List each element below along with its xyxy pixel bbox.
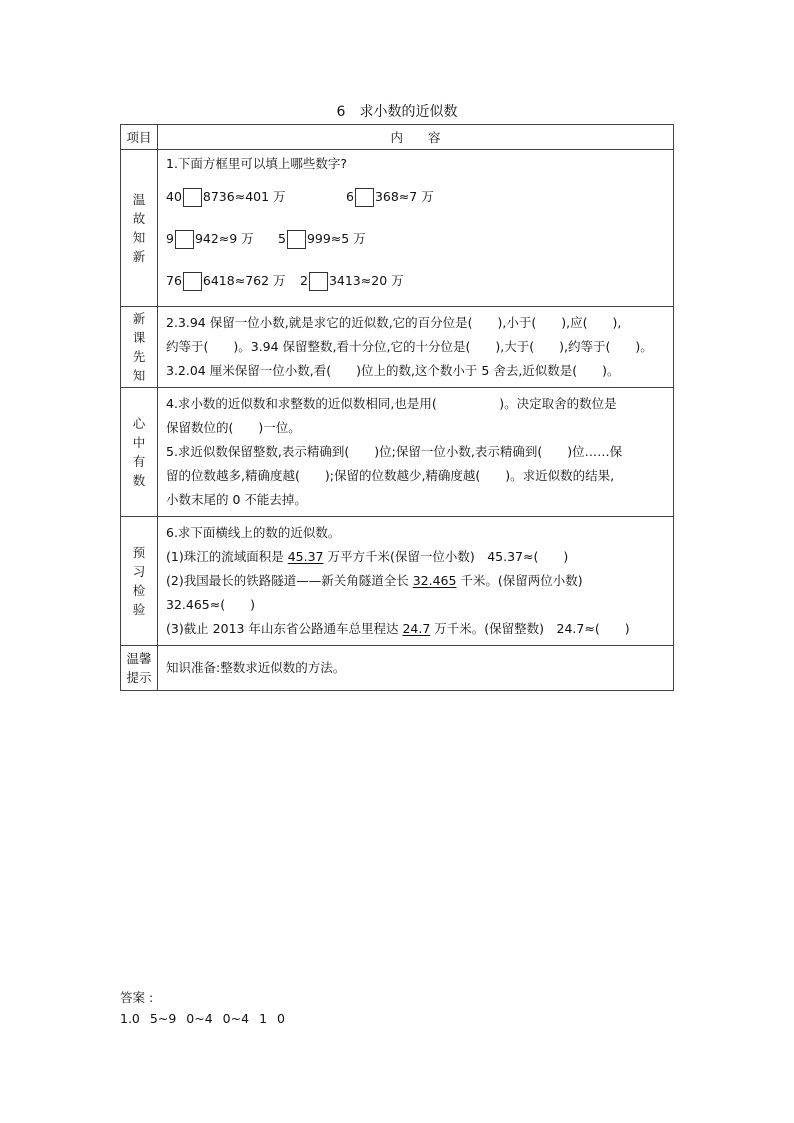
row-mastery [121,388,674,517]
item-2: 6 368≈7 万 [346,185,434,209]
row-tips [121,646,674,691]
item-line-3 [166,260,667,302]
question-5-line-1: 5.求近似数保留整数,表示精确到( )位;保留一位小数,表示精确到( )位……保 [166,444,623,459]
question-2-line-2: 约等于( )。3.94 保留整数,看十分位,它的十分位是( ),大于( ),约等于( )。 [166,339,653,354]
page-title [0,101,794,121]
digit-box[interactable] [309,272,328,291]
header-row [121,125,674,150]
row-content-tips [158,646,674,691]
row-content-review [158,150,674,307]
header-content: 内 容 [158,125,674,150]
item-6: 2 3413≈20 万 [300,269,404,293]
item-line-1 [166,176,667,218]
question-5-line-2: 留的位数越多,精确度越( );保留的位数越少,精确度越( )。求近似数的结果, [166,468,615,483]
digit-box[interactable] [287,230,306,249]
row-check [121,517,674,646]
item-4: 5 999≈5 万 [278,227,366,251]
item-5: 76 6418≈762 万 [166,269,300,293]
row-content-mastery [158,388,674,517]
worksheet-table [120,124,674,691]
title-text: 求小数的近似数 [359,104,458,120]
answers-section [120,987,295,1029]
question-6-part-3: (3)截止 2013 年山东省公路通车总里程达 24.7 万千米。(保留整数) 24.7≈( ) [166,621,630,636]
row-preview [121,307,674,388]
tip-text: 知识准备:整数求近似数的方法。 [166,660,346,675]
question-3: 3.2.04 厘米保留一位小数,看( )位上的数,这个数小于 5 舍去,近似数是( )。 [166,363,620,378]
question-6-part-2-answer: 32.465≈( ) [166,597,255,612]
row-label-tips: 温馨 提示 [121,646,158,691]
row-label-mastery: 心 中 有 数 [121,388,158,517]
question-4-line-2: 保留数位的( )一位。 [166,420,301,435]
question-6-part-2: (2)我国最长的铁路隧道——新关角隧道全长 32.465 千米。(保留两位小数) [166,573,583,588]
row-content-preview [158,307,674,388]
row-label-review: 温 故 知 新 [121,150,158,307]
title-number: 6 [336,104,346,120]
row-label-check: 预 习 检 验 [121,517,158,646]
row-content-check [158,517,674,646]
answers-values: 1.0 5~9 0~4 0~4 1 0 [120,1011,285,1026]
item-1: 40 8736≈401 万 [166,185,346,209]
question-6-part-1: (1)珠江的流域面积是 45.37 万平方千米(保留一位小数) 45.37≈( ) [166,549,569,564]
digit-box[interactable] [183,272,202,291]
question-6: 6.求下面横线上的数的近似数。 [166,525,341,540]
question-1: 1.下面方框里可以填上哪些数字? [166,156,348,171]
question-5-line-3: 小数末尾的 0 不能去掉。 [166,492,307,507]
row-review [121,150,674,307]
header-project: 项目 [121,125,158,150]
question-4-line-1: 4.求小数的近似数和求整数的近似数相同,也是用( )。决定取舍的数位是 [166,396,617,411]
row-label-preview: 新 课 先 知 [121,307,158,388]
digit-box[interactable] [183,188,202,207]
item-line-2 [166,218,667,260]
digit-box[interactable] [355,188,374,207]
digit-box[interactable] [175,230,194,249]
answers-label: 答案 : [120,990,154,1005]
item-3: 9 942≈9 万 [166,227,278,251]
question-2-line-1: 2.3.94 保留一位小数,就是求它的近似数,它的百分位是( ),小于( ),应( ), [166,315,622,330]
